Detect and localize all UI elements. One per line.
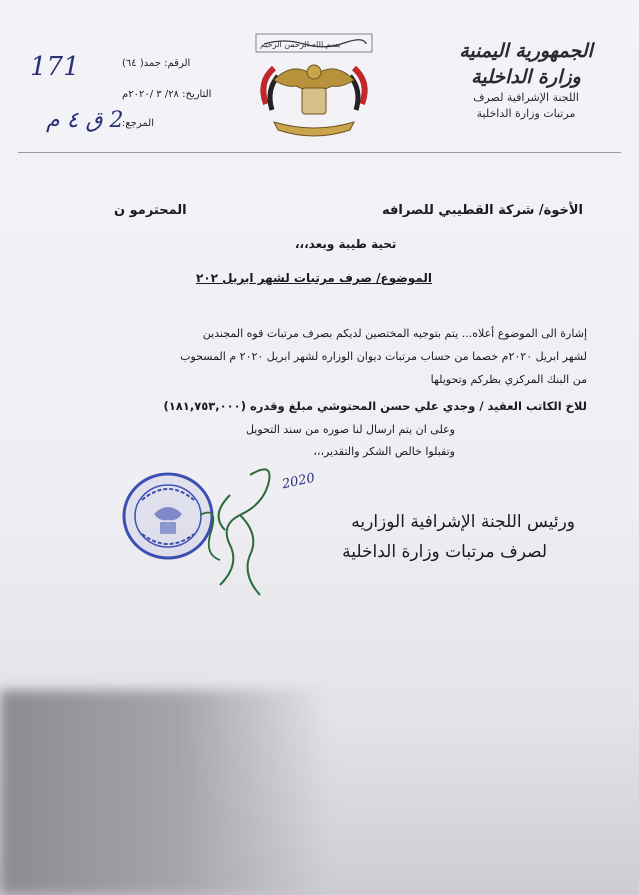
ministry-name: وزارة الداخلية [471, 66, 581, 88]
signatory-title-line-1: ورئيس اللجنة الإشرافية الوزاريه [351, 512, 575, 532]
addressee: الأخوة/ شركة القطيبي للصرافه [381, 203, 583, 218]
committee-line-1: اللجنة الإشرافية لصرف [473, 91, 579, 104]
header-divider [18, 152, 621, 153]
number-value: جمد( ٦٤) [122, 58, 161, 69]
beneficiary-line: للاخ الكاتب العقيد / وجدي علي حسن المحتوشي مبلغ وقدره (١٨١,٧٥٣,٠٠٠) [163, 399, 587, 413]
subject-line: الموضوع/ صرف مرتبات لشهر ابريل ٢٠٢ [196, 271, 433, 285]
letterhead-right [441, 38, 611, 122]
respected-salutation: المحترمو ن [114, 203, 187, 218]
handwritten-number: 171 [30, 52, 80, 82]
reference-field [122, 118, 154, 129]
handwritten-date: 2020 [280, 470, 317, 493]
signatory-title-line-2: لصرف مرتبات وزارة الداخلية [342, 542, 547, 562]
republic-name: الجمهورية اليمنية [459, 40, 593, 62]
handwritten-reference: 2 ق ٤ م [46, 108, 124, 133]
photo-shadow [0, 690, 330, 895]
date-label: التاريخ: [182, 89, 212, 100]
number-label: الرقم: [164, 58, 191, 69]
number-field [122, 58, 190, 69]
basmala-text: بسم الله الرحمن الرحيم [260, 40, 341, 49]
reference-label: المرجع: [122, 118, 154, 129]
request-line: وعلى ان يتم ارسال لنا صوره من سند التحويل [245, 423, 455, 436]
date-value: ٢٨/ ٣ /٢٠٢٠م [122, 89, 179, 100]
greeting: تحية طيبة وبعد،،، [295, 237, 397, 251]
body-line-3: من البنك المركزي بظركم وتحويلها [430, 373, 587, 386]
date-field [122, 89, 211, 100]
body-line-2: لشهر ابريل ٢٠٢٠م خصما من حساب مرتبات ديوان الوزاره لشهر ابريل ٢٠٢٠ م المسحوب [180, 350, 587, 363]
closing-line: وتقبلوا خالص الشكر والتقدير،،، [313, 445, 455, 458]
body-line-1: إشارة الى الموضوع أعلاه... يتم بتوجيه المختصين لديكم بصرف مرتبات قوه المجندين [202, 327, 587, 340]
committee-line-2: مرتبات وزارة الداخلية [476, 107, 576, 120]
